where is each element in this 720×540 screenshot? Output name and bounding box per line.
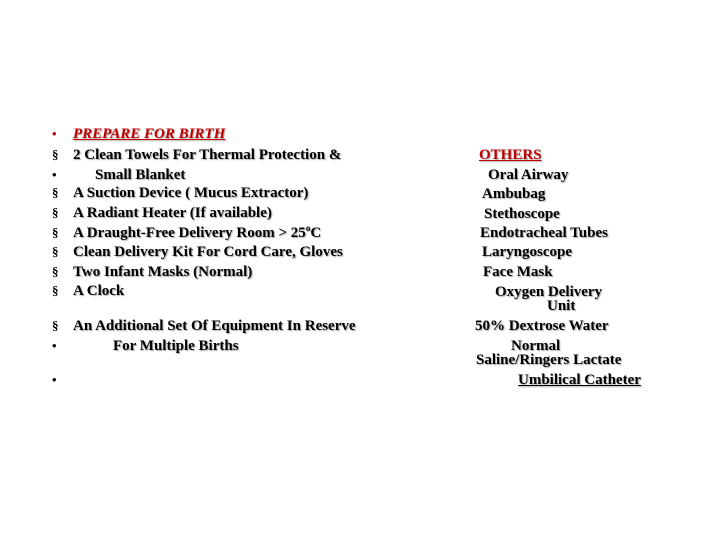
item-towels: 2 Clean Towels For Thermal Protection & xyxy=(73,147,342,163)
item-reserve: An Additional Set Of Equipment In Reserve xyxy=(73,318,356,334)
item-multiple-births: For Multiple Births xyxy=(113,338,239,354)
item-ambubag: Ambubag xyxy=(482,186,546,202)
item-oxygen-delivery: Oxygen Delivery xyxy=(495,284,603,300)
bullet-square: § xyxy=(52,264,59,279)
degree-mark: o xyxy=(305,223,311,233)
bullet-dot: • xyxy=(52,126,57,141)
celsius-unit: C xyxy=(310,225,322,241)
bullet-dot: • xyxy=(52,338,57,353)
item-face-mask: Face Mask xyxy=(483,264,553,280)
item-laryngoscope: Laryngoscope xyxy=(482,244,572,260)
others-heading: OTHERS xyxy=(479,147,542,163)
bullet-dot: • xyxy=(52,167,57,182)
item-blanket: Small Blanket xyxy=(95,167,186,183)
bullet-dot: • xyxy=(52,372,57,387)
item-clock: A Clock xyxy=(73,283,125,299)
item-room-text: A Draught-Free Delivery Room > 25 xyxy=(73,225,306,241)
item-saline-ringers: Saline/Ringers Lactate xyxy=(476,352,622,368)
bullet-square: § xyxy=(52,225,59,240)
item-masks: Two Infant Masks (Normal) xyxy=(73,264,253,280)
bullet-square: § xyxy=(52,185,59,200)
item-dextrose: 50% Dextrose Water xyxy=(475,318,609,334)
bullet-square: § xyxy=(52,244,59,259)
item-room xyxy=(73,224,321,242)
item-normal: Normal xyxy=(511,338,561,354)
item-kit: Clean Delivery Kit For Cord Care, Gloves xyxy=(73,244,343,260)
item-oral-airway: Oral Airway xyxy=(488,167,569,183)
item-suction: A Suction Device ( Mucus Extractor) xyxy=(73,185,309,201)
bullet-square: § xyxy=(52,147,59,162)
item-umbilical-catheter: Umbilical Catheter xyxy=(518,372,641,388)
bullet-square: § xyxy=(52,318,59,333)
item-oxygen-unit: Unit xyxy=(547,298,576,314)
prepare-heading: PREPARE FOR BIRTH xyxy=(73,126,226,142)
bullet-square: § xyxy=(52,205,59,220)
bullet-square: § xyxy=(52,283,59,298)
item-heater: A Radiant Heater (If available) xyxy=(73,205,272,221)
item-endotracheal-tubes: Endotracheal Tubes xyxy=(480,225,608,241)
item-stethoscope: Stethoscope xyxy=(484,206,560,222)
